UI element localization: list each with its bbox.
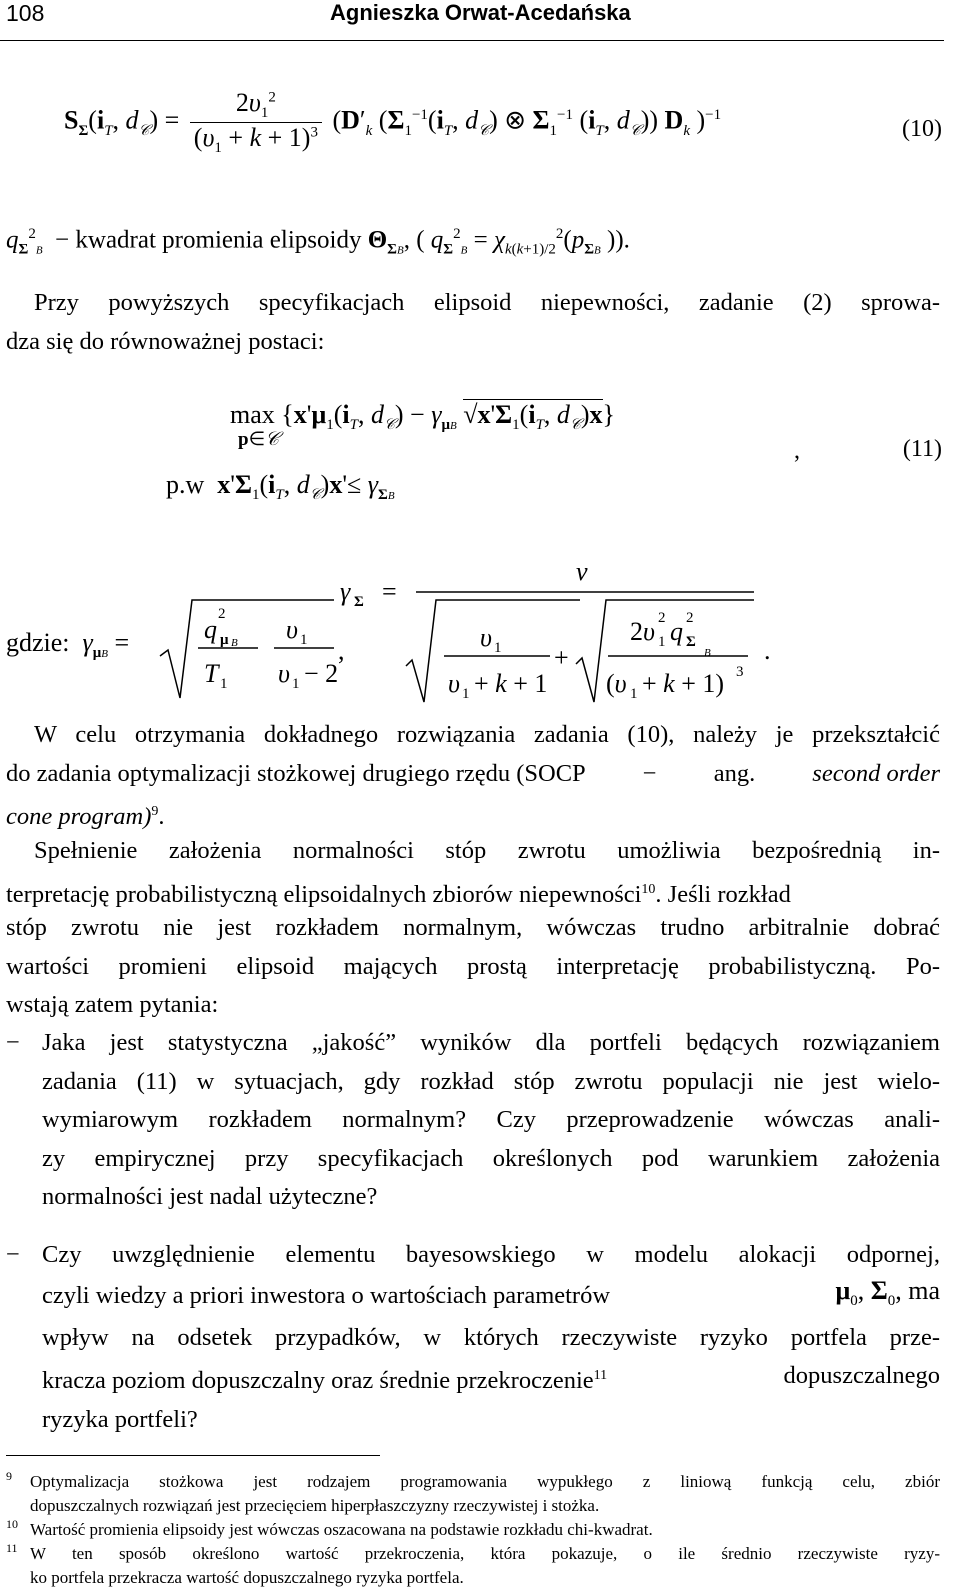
item2-line-4: kracza poziom dopuszczalny oraz średnie przekroczenie$^{11}$ dopuszczalnego [42, 1362, 940, 1395]
socp-line-2: do zadania optymalizacji stożkowej drugiego rzędu (SOCP − ang. second order [6, 759, 940, 787]
svg-text:+ k + 1: + k + 1 [474, 669, 548, 698]
dash-bullet: − [6, 1241, 20, 1268]
paragraph-normality [6, 832, 940, 1025]
gamma-sigma-formula [340, 556, 760, 716]
svg-text:1: 1 [462, 686, 470, 702]
normality-line-4: wartości promieni elipsoid mających prostą interpretację probabilistyczną. Po- [6, 952, 940, 980]
normality-line-2: terpretację probabilistyczną elipsoidalnych zbiorów niepewności$^{10}$. Jeśli rozkład [6, 880, 791, 908]
footnote-10: 10 Wartość promienia elipsoidy jest wówczas oszacowana na podstawie rozkładu chi-kwadrat. [6, 1517, 653, 1539]
equation-10: $S_\Sigma(i_T$, $d_𝒞$) = $\frac{2\upsilon_1^2}{(\upsilon_1 + k + 1)^3}$ ($D'_k$ ($\Sigma_1^{-1}(i_T$, $d_𝒞$) ⊗ $\Sigma_1^{-1}$ ($i_T$, $d_𝒞$)) $D_k$ )$^{-1}$ [64, 88, 722, 157]
gdzie-definitions: gdzie: $\gamma_{\mu B}$ = [6, 628, 130, 662]
paragraph-socp [6, 716, 940, 832]
svg-text:+: + [554, 643, 569, 672]
svg-text:υ: υ [286, 615, 298, 644]
normality-line-3: stóp zwrotu nie jest rozkładem normalnym, wówczas trudno arbitralnie dobrać [6, 914, 940, 941]
equation-11-constraint: p.w $x'\Sigma_1(i_T$, $d_𝒞)x'\le \gamma_{\Sigma B}$ [166, 470, 395, 504]
normality-line-1: Spełnienie założenia normalności stóp zwrotu umożliwia bezpośrednią in- [34, 837, 940, 864]
intro-line-1: Przy powyższych specyfikacjach elipsoid niepewności, zadanie (2) sprowa- [34, 289, 940, 316]
subject-to-label: p.w [166, 470, 205, 499]
svg-text:υ: υ [278, 659, 290, 688]
svg-text:q: q [204, 615, 217, 644]
svg-text:υ: υ [448, 669, 460, 698]
svg-text:1: 1 [300, 632, 308, 648]
svg-text:q: q [670, 617, 683, 646]
equation-11-comma: , [794, 438, 800, 464]
question-item-1: − Jaka jest statystyczna „jakość” wyników dla portfeli będących rozwiązaniem zadania (11) w sytuacjach, gdy rozkład stóp zwrotu populacji nie jest wielo- wymiarowym rozkładem normalnym? Czy przeprowadzenie wówczas anali- zy empirycznej przy specyfikacjach określonych pod warunkiem założenia normalności jest nadal użyteczne? [6, 1024, 940, 1217]
equation-11-number: (11) [902, 436, 942, 462]
svg-text:T: T [204, 659, 219, 688]
svg-text:Σ: Σ [686, 634, 696, 650]
svg-text:+ k + 1): + k + 1) [642, 669, 725, 698]
header-rule [0, 40, 944, 41]
normality-line-5: wstają zatem pytania: [6, 991, 219, 1018]
q-definition-text: kwadrat promienia elipsoidy [75, 226, 362, 254]
equation-11-domain: p∈𝒞 [238, 429, 279, 450]
equation-10-number: (10) [902, 116, 942, 142]
svg-text:γ: γ [340, 577, 351, 606]
socp-line-1: W celu otrzymania dokładnego rozwiązania zadania (10), należy je przekształcić [34, 721, 940, 748]
svg-text:1: 1 [630, 686, 638, 702]
page-header [0, 0, 960, 40]
running-author: Agnieszka Orwat-Acedańska [330, 0, 631, 25]
gdzie-label: gdzie: [6, 628, 70, 657]
svg-text:1: 1 [220, 676, 228, 692]
intro-paragraph [6, 284, 940, 361]
max-operator: max [230, 400, 275, 429]
svg-text:2υ: 2υ [630, 617, 655, 646]
svg-text:2: 2 [658, 610, 666, 626]
svg-text:B: B [704, 647, 711, 659]
footnote-rule [6, 1455, 380, 1456]
footnote-9: 9 Optymalizacja stożkowa jest rodzajem programowania wypukłego z liniową funkcją celu, zbiór dopuszczalnych rozwiązań jest przecięciem hiperpłaszczyzny rzeczywistej i stożka. [6, 1469, 940, 1515]
svg-text:(υ: (υ [606, 669, 627, 698]
svg-text:1: 1 [658, 634, 666, 650]
equation-11-objective: $\max \{x'\mu_1(i_T$, $d_𝒞) - \gamma_{\mu B}$ $√x'\Sigma_1(i_T$, $d_𝒞)x$} [230, 400, 616, 434]
page-number: 108 [6, 0, 45, 26]
svg-text:1: 1 [494, 640, 502, 656]
socp-line-3: cone program)$^9$. [6, 803, 165, 831]
gdzie-comma: , [338, 636, 345, 665]
svg-text:μ: μ [220, 632, 229, 648]
svg-text:=: = [382, 577, 397, 606]
svg-text:− 2: − 2 [304, 659, 338, 688]
footnote-11: 11 W ten sposób określono wartość przekroczenia, która pokazuje, o ile średnio rzeczywiste ryzy- ko portfela przekracza wartość dopuszczalnego ryzyka portfela. [6, 1541, 940, 1587]
intro-line-2: dza się do równoważnej postaci: [6, 327, 325, 355]
svg-text:3: 3 [736, 664, 744, 680]
gdzie-period: . [764, 636, 771, 665]
q-definition-line: $q_\Sigma^2_B$ − kwadrat promienia elipsoidy $\Theta_{\Sigma B}$, ( $q_\Sigma^2_B = \chi_{k(k+1)/2}^2(p_{\Sigma B}$ )). [6, 226, 630, 258]
svg-text:2: 2 [218, 606, 226, 622]
svg-text:1: 1 [292, 676, 300, 692]
item2-line-2: czyli wiedzy a priori inwestora o wartościach parametrów $\mu_0$, $\Sigma_0$, ma [42, 1276, 940, 1310]
svg-text:Σ: Σ [354, 594, 364, 610]
svg-text:υ: υ [480, 623, 492, 652]
svg-text:2: 2 [686, 610, 694, 626]
svg-text:v: v [576, 557, 588, 586]
gamma-mu-sqrt [158, 594, 338, 704]
svg-text:B: B [231, 637, 238, 649]
dash-bullet: − [6, 1029, 20, 1056]
question-item-2: − Czy uwzględnienie elementu bayesowskiego w modelu alokacji odpornej, czyli wiedzy a priori inwestora o wartościach parametrów $\mu_0$, $\Sigma_0$, ma wpływ na odsetek przypadków, w których rzeczywiste ryzyko portfela prze- kracza poziom dopuszczalny oraz średnie przekroczenie$^{11}$ dopuszczalnego ryzyka portfeli? [6, 1236, 940, 1439]
